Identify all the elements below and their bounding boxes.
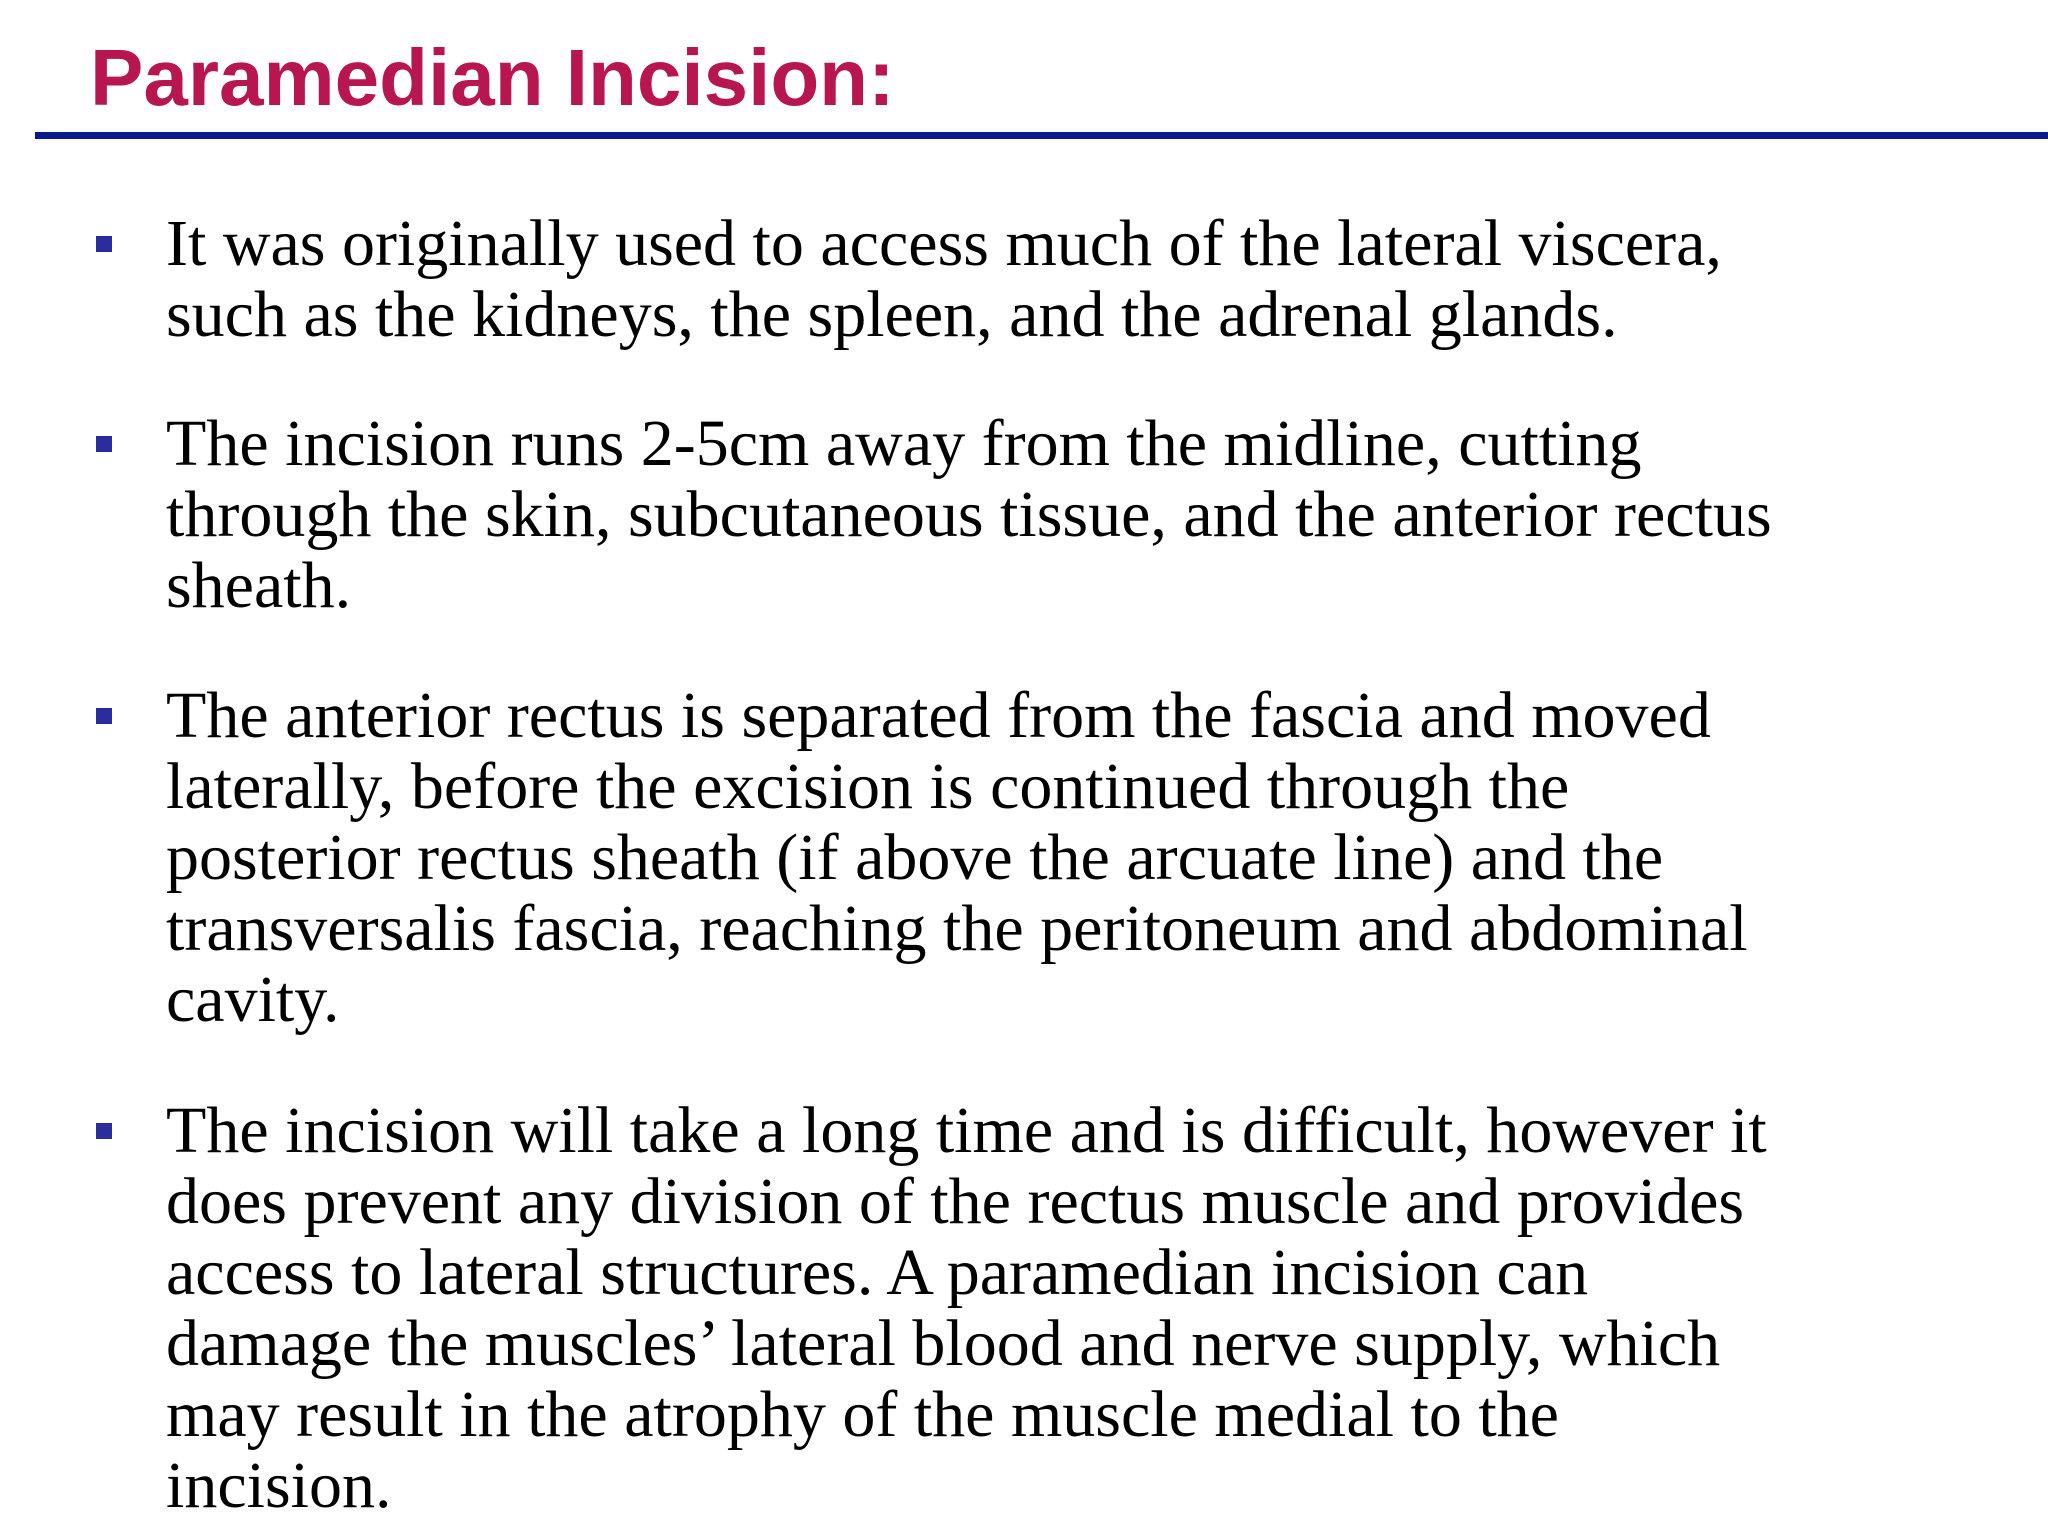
square-bullet-icon — [96, 236, 112, 252]
square-bullet-icon — [96, 708, 112, 724]
bullet-text: The anterior rectus is separated from the fascia and moved laterally, before the excision is continued through the posterior rectus sheath (if above the arcuate line) and the transversalis fascia, reaching the peritoneum and abdominal cavity. — [166, 679, 1748, 1036]
square-bullet-icon — [96, 1123, 112, 1139]
square-bullet-icon — [96, 436, 112, 452]
slide-title: Paramedian Incision: — [90, 33, 895, 122]
title-divider — [35, 132, 2048, 139]
bullet-text: It was originally used to access much of the lateral viscera, such as the kidneys, the spleen, and the adrenal glands. — [166, 207, 1722, 351]
bullet-text: The incision will take a long time and is difficult, however it does prevent any division of the rectus muscle and provides access to lateral structures. A paramedian incision can damage the muscles’ lateral blood and nerve supply, which may result in the atrophy of the muscle medial to the incision. — [166, 1094, 1767, 1522]
bullet-text: The incision runs 2-5cm away from the midline, cutting through the skin, subcutaneous tissue, and the anterior rectus sheath. — [166, 407, 1772, 622]
